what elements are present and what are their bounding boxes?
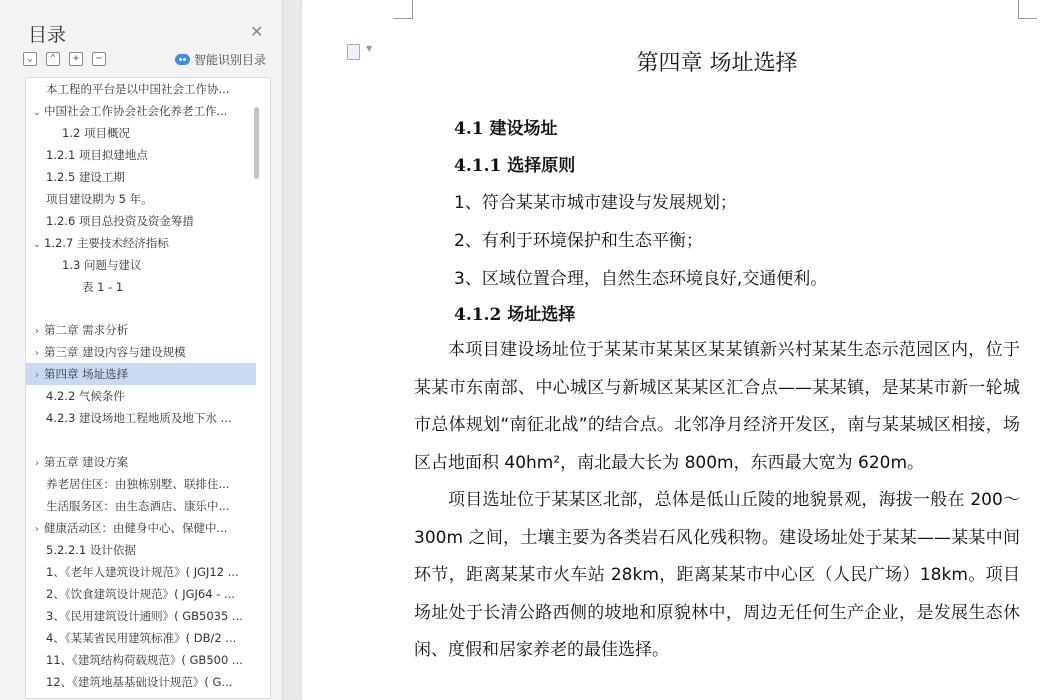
toc-item[interactable]: 11、《建筑结构荷载规范》( GB500 ...	[46, 653, 243, 667]
remove-heading-icon[interactable]: −	[92, 52, 106, 66]
toc-list[interactable]	[25, 77, 271, 699]
toc-item[interactable]: 3、《民用建筑设计通则》( GB5035 ...	[46, 609, 243, 623]
chevron-right-icon[interactable]: ›	[35, 348, 39, 359]
toc-item-active[interactable]: › 第四章 场址选择	[26, 363, 256, 385]
chevron-right-icon[interactable]: ›	[35, 326, 39, 337]
chevron-right-icon[interactable]: ›	[35, 370, 39, 381]
document-area	[284, 0, 1047, 700]
toc-item[interactable]: 生活服务区：由生态酒店、康乐中...	[46, 499, 230, 513]
body-paragraphs	[414, 332, 1020, 670]
toc-item[interactable]: 本工程的平台是以中国社会工作协...	[46, 82, 230, 96]
toc-item[interactable]: 表 1 - 1	[82, 280, 124, 294]
toc-item[interactable]: › 第五章 建设方案	[30, 451, 128, 473]
list-item: 3、区域位置合理，自然生态环境良好,交通便利。	[454, 269, 828, 289]
close-icon[interactable]: ✕	[250, 22, 264, 41]
toc-item[interactable]: 1.2.5 建设工期	[46, 170, 125, 184]
toc-item[interactable]: 1.3 问题与建议	[62, 258, 142, 272]
toc-item[interactable]: 1、《老年人建筑设计规范》( JGJ12 ...	[46, 565, 239, 579]
toc-item[interactable]: 1.2 项目概况	[62, 126, 130, 140]
add-heading-icon[interactable]: +	[69, 52, 83, 66]
toc-item[interactable]: › 第三章 建设内容与建设规模	[30, 341, 186, 363]
chevron-right-icon[interactable]: ›	[35, 524, 39, 535]
smart-toc-label: 智能识别目录	[194, 53, 267, 67]
document-icon[interactable]	[347, 44, 360, 60]
smart-toc-button[interactable]	[175, 51, 266, 68]
toc-item[interactable]: › 第二章 需求分析	[30, 319, 128, 341]
chevron-down-icon[interactable]: ⌄	[32, 239, 42, 250]
collapse-all-icon[interactable]: ⌃	[46, 52, 60, 66]
chevron-right-icon[interactable]: ›	[35, 458, 39, 469]
paragraph: 本项目建设场址位于某某市某某区某某镇新兴村某某生态示范园区内，位于某某市东南部、中心城区与新城区某某区汇合点——某某镇，是某某市新一轮城市总体规划“南征北战”的结合点。北邻净月经济开发区，南与某某城区相接，场区占地面积 40hm²，南北最大长为 800m，东西最大宽为 620m。	[414, 340, 1020, 473]
caret-down-icon[interactable]: ▼	[366, 44, 373, 53]
page-corner-mark	[394, 0, 413, 19]
toc-item[interactable]: 1.2.6 项目总投资及资金筹措	[46, 214, 194, 228]
toc-item[interactable]: 4.2.3 建设场地工程地质及地下水 ...	[46, 411, 232, 425]
toc-title: 目录	[28, 24, 67, 46]
toc-toolbar	[23, 52, 106, 66]
toc-item[interactable]: 2、《饮食建筑设计规范》( JGJ64 - ...	[46, 587, 235, 601]
chevron-down-icon[interactable]: ⌄	[32, 107, 42, 118]
toc-scrollbar[interactable]	[254, 107, 259, 179]
paragraph: 项目选址位于某某区北部，总体是低山丘陵的地貌景观，海拔一般在 200～300m 之间，土壤主要为各类岩石风化残积物。建设场址处于某某——某某中间环节，距离某某市火车站 28km，距离某某市中心区（人民广场）18km。项目场址处于长清公路西侧的坡地和原貌林中，周边无任何生产企业，是发展生态休闲、度假和居家养老的最佳选择。	[414, 490, 1020, 660]
toc-item[interactable]: 12、《建筑地基基础设计规范》( G...	[46, 675, 233, 689]
toc-item[interactable]: 养老居住区：由独栋别墅、联排住...	[46, 477, 230, 491]
heading-4-1-1: 4.1.1 选择原则	[454, 156, 576, 176]
heading-4-1-2: 4.1.2 场址选择	[454, 305, 576, 325]
document-page[interactable]	[302, 0, 1047, 700]
toc-panel	[0, 0, 283, 700]
toc-item[interactable]: 4、《某某省民用建筑标准》( DB/2 ...	[46, 631, 237, 645]
toc-item[interactable]: ⌄ 中国社会工作协会社会化养老工作...	[30, 100, 262, 122]
toc-item[interactable]: 4.2.2 气候条件	[46, 389, 125, 403]
toc-item[interactable]: 项目建设期为 5 年。	[46, 192, 153, 206]
list-item: 1、符合某某市城市建设与发展规划；	[454, 193, 737, 213]
toc-item[interactable]: 5.2.2.1 设计依据	[46, 543, 136, 557]
toc-item[interactable]: ⌄ 1.2.7 主要技术经济指标	[30, 232, 169, 254]
page-corner-mark	[1018, 0, 1037, 19]
chapter-title: 第四章 场址选择	[636, 51, 798, 76]
smart-recognize-icon	[175, 54, 190, 65]
list-item: 2、有利于环境保护和生态平衡；	[454, 231, 703, 251]
toc-item[interactable]: 1.2.1 项目拟建地点	[46, 148, 148, 162]
toc-item[interactable]: › 健康活动区：由健身中心、保健中...	[30, 517, 262, 539]
expand-all-icon[interactable]: ⌄	[23, 52, 37, 66]
heading-4-1: 4.1 建设场址	[454, 119, 558, 139]
